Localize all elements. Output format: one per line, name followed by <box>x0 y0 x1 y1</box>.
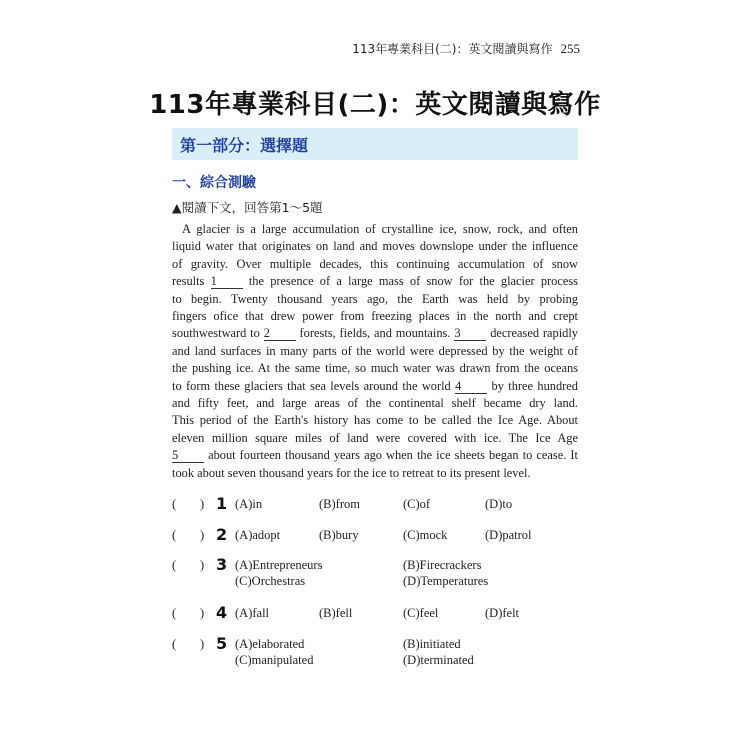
option-c: (C)manipulated <box>235 653 314 667</box>
option-a: (A)elaborated <box>235 637 305 651</box>
passage-line: eleven million square miles of land were covered with ice. The Ice Age <box>172 430 578 445</box>
option-c: (C)mock <box>403 528 448 542</box>
passage-line <box>172 378 578 395</box>
passage-text: southwestward to <box>172 326 260 341</box>
passage-line: and land surfaces in many parts of the world were depressed by the weight of <box>172 343 578 358</box>
question-number: 5 <box>216 634 228 653</box>
passage-text: forests, fields, and mountains. <box>299 326 451 341</box>
question-4 <box>172 603 578 640</box>
blank-5: 5 <box>172 449 204 463</box>
option-b: (B)Firecrackers <box>403 558 482 572</box>
question-3 <box>172 555 578 592</box>
question-number: 2 <box>216 525 228 544</box>
question-2 <box>172 525 578 562</box>
answer-paren-open: ( <box>172 558 177 572</box>
option-d: (D)patrol <box>485 528 532 542</box>
answer-paren-open: ( <box>172 497 177 511</box>
answer-paren-close: ) <box>200 497 205 511</box>
option-c: (C)of <box>403 497 431 511</box>
passage-line: took about seven thousand years for the ice to retreat to its present level. <box>172 465 531 480</box>
passage-line <box>172 325 578 342</box>
option-b: (B)from <box>319 497 360 511</box>
option-c: (C)feel <box>403 606 439 620</box>
answer-paren-close: ) <box>200 637 205 651</box>
passage-text: about fourteen thousand years ago when the ice sheets began to cease. It <box>208 448 578 463</box>
passage-line <box>172 447 578 464</box>
option-a: (A)fall <box>235 606 270 620</box>
subsection-title: 一、綜合測驗 <box>172 175 256 191</box>
question-1 <box>172 494 578 531</box>
blank-3: 3 <box>454 327 486 341</box>
option-b: (B)bury <box>319 528 359 542</box>
passage-line: to begin. Twenty thousand years ago, the Earth was held by probing <box>172 291 578 306</box>
option-d: (D)terminated <box>403 653 474 667</box>
running-head-title: 113年專業科目(二)：英文閱讀與寫作 <box>352 42 553 56</box>
running-head <box>352 40 580 57</box>
blank-1: 1 <box>211 275 243 289</box>
question-number: 3 <box>216 555 228 574</box>
passage-text: results <box>172 274 205 289</box>
option-c: (C)Orchestras <box>235 574 306 588</box>
passage-line <box>172 273 578 290</box>
question-number: 1 <box>216 494 228 513</box>
question-number: 4 <box>216 603 228 622</box>
option-b: (B)fell <box>319 606 353 620</box>
section-title: 第一部分：選擇題 <box>180 135 309 155</box>
section-header <box>172 128 578 160</box>
passage-line: This period of the Earth's history has come to be called the Ice Age. About <box>172 413 578 428</box>
passage-line: liquid water that originates on land and moves downslope under the influence <box>172 239 578 254</box>
instruction: ▲閱讀下文，回答第1～5題 <box>172 200 323 215</box>
page-number: 255 <box>560 41 580 56</box>
answer-paren-close: ) <box>200 558 205 572</box>
blank-2: 2 <box>264 327 296 341</box>
option-d: (D)to <box>485 497 513 511</box>
passage-line: fingers ofice that drew power from freezing places in the north and crept <box>172 309 578 324</box>
answer-paren-close: ) <box>200 528 205 542</box>
option-d: (D)Temperatures <box>403 574 489 588</box>
option-a: (A)Entrepreneurs <box>235 558 323 572</box>
passage-text: by three hundred <box>491 378 579 393</box>
passage-line: of gravity. Over multiple decades, this continuing accumulation of snow <box>172 256 578 271</box>
answer-paren-close: ) <box>200 606 205 620</box>
passage-text: to form these glaciers that sea levels around the world <box>172 378 451 393</box>
passage-line: A glacier is a large accumulation of crystalline ice, snow, rock, and often <box>182 222 578 236</box>
option-a: (A)adopt <box>235 528 281 542</box>
answer-paren-open: ( <box>172 637 177 651</box>
blank-4: 4 <box>455 380 487 394</box>
answer-paren-open: ( <box>172 528 177 542</box>
passage-text: the presence of a large mass of snow for the glacier process <box>248 274 579 289</box>
option-b: (B)initiated <box>403 637 461 651</box>
option-d: (D)felt <box>485 606 520 620</box>
passage-line: the pushing ice. At the same time, so much water was drawn from the oceans <box>172 361 578 376</box>
reading-passage <box>172 221 578 482</box>
passage-text: decreased rapidly <box>490 326 578 341</box>
question-5 <box>172 634 578 671</box>
page-title: 113年專業科目(二)：英文閱讀與寫作 <box>149 90 601 120</box>
answer-paren-open: ( <box>172 606 177 620</box>
passage-line: and fifty feet, and large areas of the continental shelf became dry land. <box>172 396 578 411</box>
option-a: (A)in <box>235 497 263 511</box>
